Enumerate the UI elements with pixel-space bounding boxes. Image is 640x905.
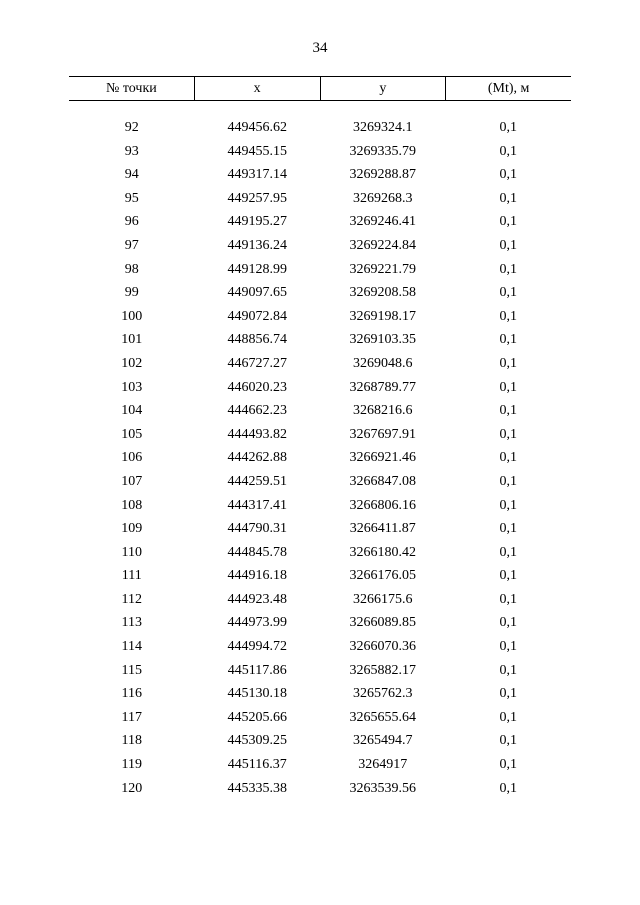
cell-accuracy: 0,1 (499, 403, 517, 419)
table-row (69, 494, 571, 518)
cell-y: 3269103.35 (349, 332, 416, 348)
table-row (69, 659, 571, 683)
cell-point-number: 115 (121, 662, 142, 678)
table-row (69, 328, 571, 352)
cell-x: 449257.95 (227, 190, 287, 206)
cell-x: 444973.99 (227, 615, 287, 631)
cell-point-number: 116 (121, 686, 142, 702)
cell-accuracy: 0,1 (499, 285, 517, 301)
cell-y: 3266411.87 (349, 521, 416, 537)
cell-accuracy: 0,1 (499, 639, 517, 655)
cell-point-number: 108 (121, 497, 143, 513)
table-row (69, 281, 571, 305)
cell-x: 449455.15 (227, 143, 287, 159)
table-row (69, 399, 571, 423)
cell-x: 446727.27 (227, 355, 287, 371)
table-row (69, 470, 571, 494)
table-row (69, 706, 571, 730)
cell-accuracy: 0,1 (499, 686, 517, 702)
page-number: 34 (312, 40, 328, 56)
cell-x: 449195.27 (227, 214, 287, 230)
cell-y: 3267697.91 (349, 426, 416, 442)
cell-accuracy: 0,1 (499, 237, 517, 253)
cell-point-number: 107 (121, 473, 143, 489)
cell-accuracy: 0,1 (499, 261, 517, 277)
table-body (69, 116, 571, 800)
cell-x: 449072.84 (227, 308, 287, 324)
cell-point-number: 98 (124, 261, 139, 277)
table-row (69, 210, 571, 234)
cell-point-number: 104 (121, 403, 143, 419)
cell-accuracy: 0,1 (499, 355, 517, 371)
cell-y: 3266806.16 (349, 497, 416, 513)
cell-y: 3269221.79 (349, 261, 416, 277)
cell-y: 3269268.3 (353, 190, 413, 206)
cell-y: 3264917 (358, 757, 408, 773)
cell-accuracy: 0,1 (499, 120, 517, 135)
table-row (69, 258, 571, 282)
cell-x: 445116.37 (227, 757, 287, 773)
cell-point-number: 114 (121, 639, 142, 655)
cell-y: 3266089.85 (349, 615, 416, 631)
cell-accuracy: 0,1 (499, 780, 517, 796)
cell-accuracy: 0,1 (499, 214, 517, 230)
cell-accuracy: 0,1 (499, 426, 517, 442)
cell-point-number: 103 (121, 379, 143, 395)
cell-point-number: 105 (121, 426, 143, 442)
cell-x: 445335.38 (227, 780, 287, 796)
table-row (69, 753, 571, 777)
table-row (69, 517, 571, 541)
table-row (69, 564, 571, 588)
cell-point-number: 109 (121, 521, 143, 537)
table-row (69, 611, 571, 635)
cell-x: 445130.18 (227, 686, 287, 702)
cell-x: 449128.99 (227, 261, 287, 277)
cell-y: 3269208.58 (349, 285, 416, 301)
cell-x: 448856.74 (227, 332, 287, 348)
table-row (69, 635, 571, 659)
cell-point-number: 95 (124, 190, 139, 206)
cell-x: 445205.66 (227, 709, 287, 725)
cell-x: 445117.86 (227, 662, 287, 678)
table-row (69, 187, 571, 211)
cell-y: 3266180.42 (349, 544, 416, 560)
cell-y: 3266176.05 (349, 568, 416, 584)
cell-point-number: 100 (121, 308, 143, 324)
table-row (69, 352, 571, 376)
cell-y: 3269335.79 (349, 143, 416, 159)
cell-x: 444662.23 (227, 403, 287, 419)
header-x: x (194, 77, 320, 100)
cell-point-number: 102 (121, 355, 143, 371)
cell-y: 3266070.36 (349, 639, 416, 655)
cell-accuracy: 0,1 (499, 757, 517, 773)
cell-x: 444493.82 (227, 426, 287, 442)
table-row (69, 682, 571, 706)
header-y: y (320, 77, 446, 100)
cell-accuracy: 0,1 (499, 450, 517, 466)
cell-y: 3266175.6 (353, 591, 413, 607)
cell-x: 444259.51 (227, 473, 287, 489)
table-row (69, 376, 571, 400)
cell-y: 3269048.6 (353, 355, 413, 371)
cell-x: 444790.31 (227, 521, 287, 537)
cell-x: 444845.78 (227, 544, 287, 560)
cell-x: 449456.62 (227, 120, 287, 135)
cell-y: 3269224.84 (349, 237, 416, 253)
table-row (69, 777, 571, 801)
cell-x: 444994.72 (227, 639, 287, 655)
cell-point-number: 112 (121, 591, 142, 607)
cell-x: 449097.65 (227, 285, 287, 301)
cell-accuracy: 0,1 (499, 521, 517, 537)
cell-x: 449136.24 (227, 237, 287, 253)
cell-point-number: 106 (121, 450, 143, 466)
cell-accuracy: 0,1 (499, 167, 517, 183)
cell-accuracy: 0,1 (499, 473, 517, 489)
header-accuracy: (Mt), м (445, 77, 571, 100)
header-point-number: № точки (105, 80, 157, 96)
table-row (69, 588, 571, 612)
cell-accuracy: 0,1 (499, 591, 517, 607)
table-row (69, 541, 571, 565)
cell-y: 3269288.87 (349, 167, 416, 183)
cell-point-number: 92 (124, 120, 139, 135)
cell-point-number: 118 (121, 733, 142, 749)
table-row (69, 729, 571, 753)
cell-point-number: 94 (124, 167, 139, 183)
cell-x: 444262.88 (227, 450, 287, 466)
cell-y: 3265655.64 (349, 709, 416, 725)
cell-y: 3266847.08 (349, 473, 416, 489)
cell-accuracy: 0,1 (499, 190, 517, 206)
cell-point-number: 119 (121, 757, 142, 773)
cell-x: 444317.41 (227, 497, 287, 513)
cell-x: 444916.18 (227, 568, 287, 584)
cell-accuracy: 0,1 (499, 143, 517, 159)
cell-point-number: 97 (124, 237, 139, 253)
cell-accuracy: 0,1 (499, 308, 517, 324)
cell-point-number: 96 (124, 214, 139, 230)
cell-x: 446020.23 (227, 379, 287, 395)
cell-y: 3265494.7 (353, 733, 413, 749)
table-row (69, 423, 571, 447)
cell-y: 3269198.17 (349, 308, 416, 324)
cell-y: 3269324.1 (353, 120, 413, 135)
cell-accuracy: 0,1 (499, 332, 517, 348)
table-row (69, 305, 571, 329)
cell-point-number: 93 (124, 143, 139, 159)
cell-accuracy: 0,1 (499, 379, 517, 395)
cell-point-number: 101 (121, 332, 143, 348)
cell-y: 3269246.41 (349, 214, 416, 230)
cell-accuracy: 0,1 (499, 568, 517, 584)
cell-point-number: 120 (121, 780, 143, 796)
table-row (69, 116, 571, 140)
cell-x: 444923.48 (227, 591, 287, 607)
cell-x: 445309.25 (227, 733, 287, 749)
cell-point-number: 117 (121, 709, 142, 725)
cell-y: 3265762.3 (353, 686, 413, 702)
table-row (69, 234, 571, 258)
cell-accuracy: 0,1 (499, 662, 517, 678)
cell-accuracy: 0,1 (499, 615, 517, 631)
cell-accuracy: 0,1 (499, 709, 517, 725)
table-row (69, 140, 571, 164)
cell-point-number: 113 (121, 615, 142, 631)
cell-y: 3265882.17 (349, 662, 416, 678)
cell-accuracy: 0,1 (499, 733, 517, 749)
cell-point-number: 110 (121, 544, 142, 560)
cell-x: 449317.14 (227, 167, 287, 183)
table-header (69, 76, 571, 101)
cell-accuracy: 0,1 (499, 497, 517, 513)
table-row (69, 163, 571, 187)
cell-y: 3266921.46 (349, 450, 416, 466)
cell-y: 3268789.77 (349, 379, 416, 395)
cell-point-number: 111 (121, 568, 142, 584)
cell-accuracy: 0,1 (499, 544, 517, 560)
table-row (69, 446, 571, 470)
cell-y: 3263539.56 (349, 780, 416, 796)
cell-point-number: 99 (124, 285, 139, 301)
cell-y: 3268216.6 (353, 403, 413, 419)
